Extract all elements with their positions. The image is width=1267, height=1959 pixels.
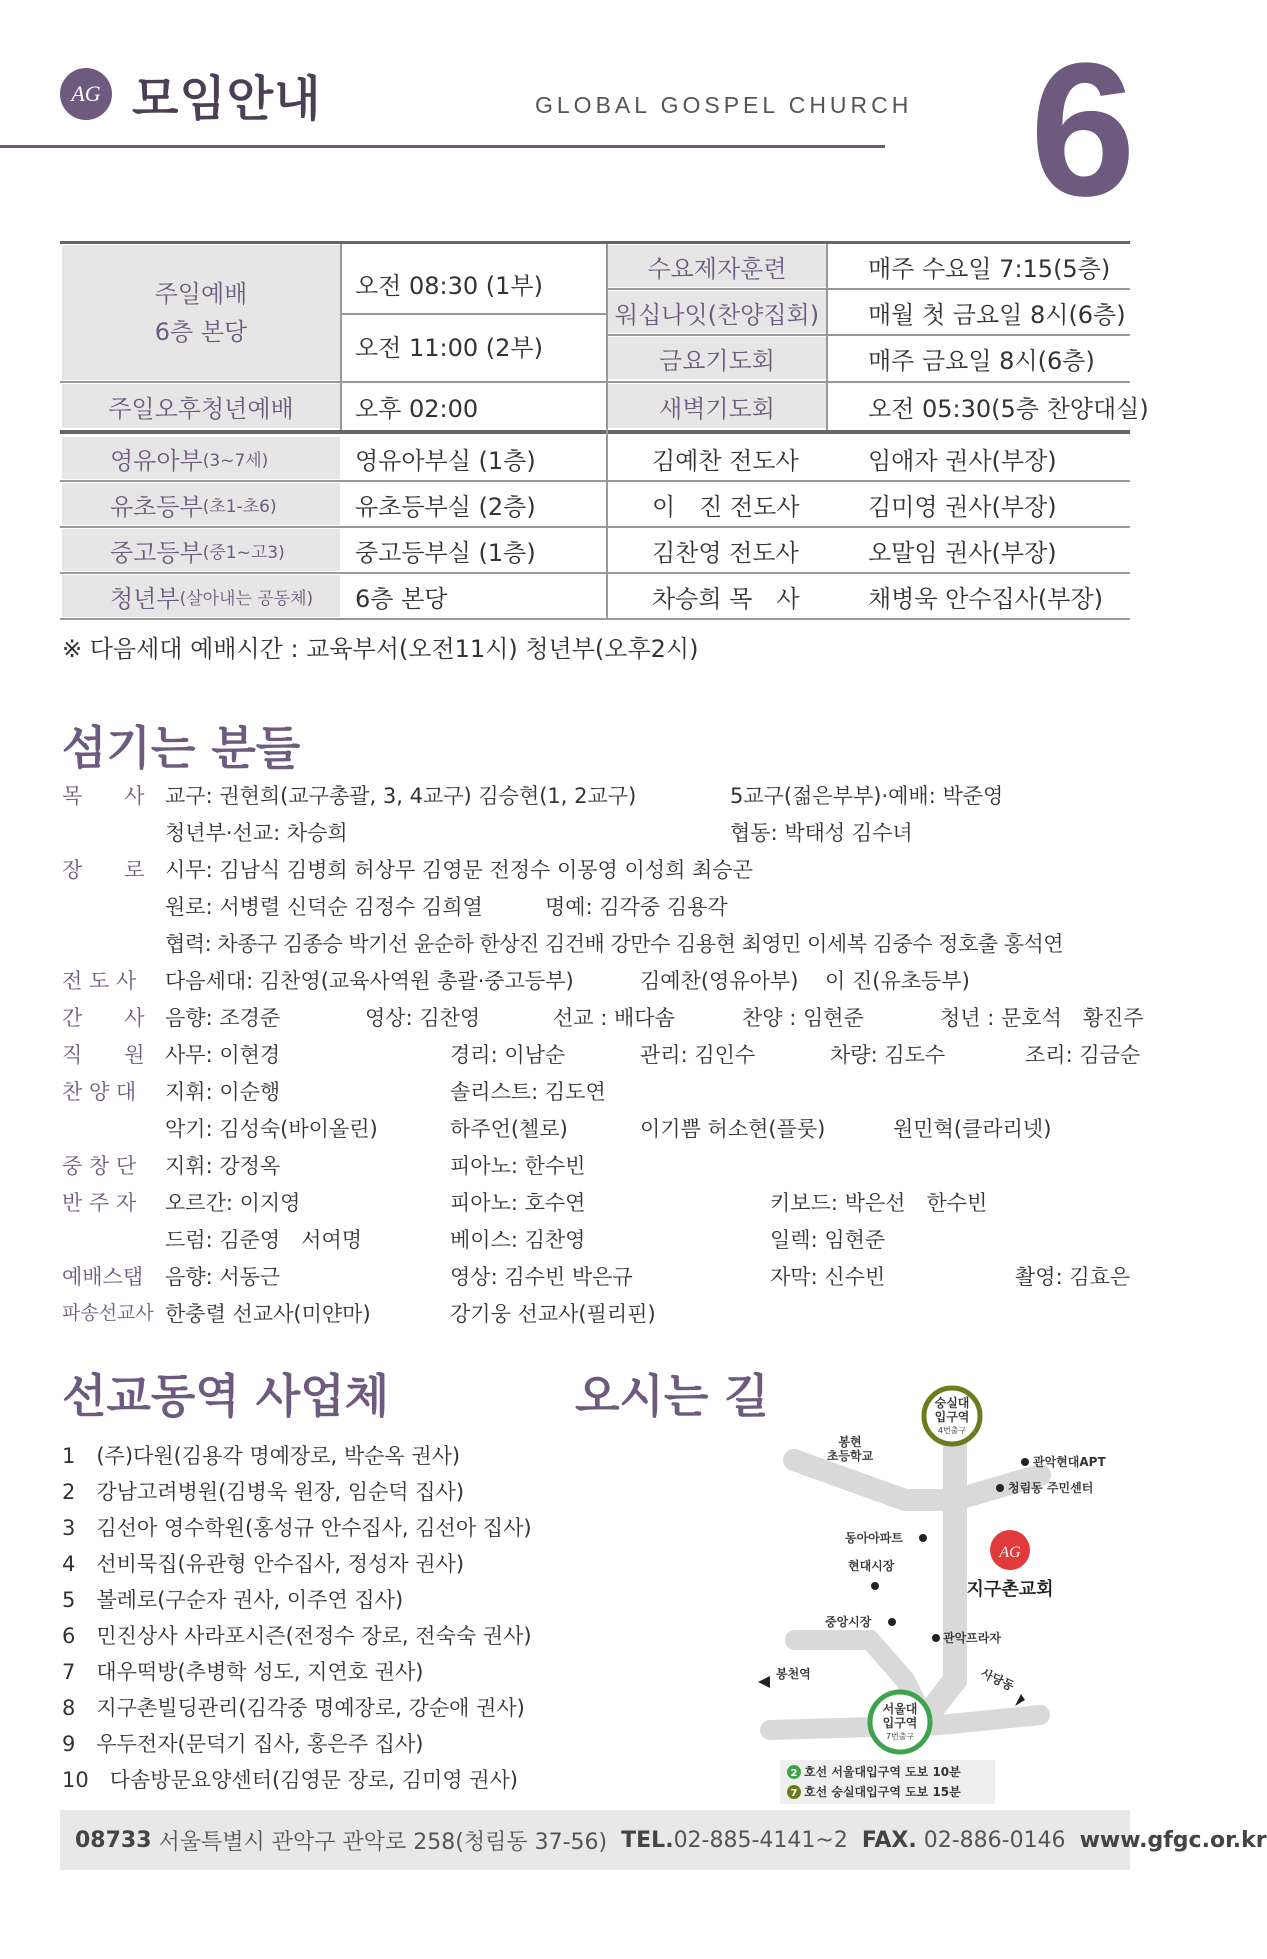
staff-entry: 청년부·선교: 차승희 <box>165 821 348 845</box>
business-item: 4 선비묵집(유관형 안수집사, 정성자 권사) <box>62 1552 465 1576</box>
map-label-plaza: 관악프라자 <box>943 1631 1001 1645</box>
road-main <box>920 1430 955 1725</box>
staff-entry: 촬영: 김효은 <box>1015 1265 1131 1289</box>
map-label-central-market: 중앙시장 <box>825 1615 872 1629</box>
footer <box>60 1810 1267 1870</box>
dept-name-0: 영유아부 (3~7세) <box>62 437 340 479</box>
staff-label: 중 창 단 <box>62 1154 137 1178</box>
staff-entry: 솔리스트: 김도연 <box>450 1080 606 1104</box>
map-dot <box>919 1534 927 1542</box>
schedule-note: ※ 다음세대 예배시간 : 교육부서(오전11시) 청년부(오후2시) <box>62 635 699 663</box>
footer-website[interactable]: www.gfgc.or.kr <box>1079 1827 1267 1853</box>
staff-entry: 경리: 이남순 <box>450 1043 566 1067</box>
table-divider <box>60 430 1130 434</box>
table-line <box>608 288 1130 290</box>
staff-entry: 차량: 김도수 <box>830 1043 946 1067</box>
staff-entry: 관리: 김인수 <box>640 1043 756 1067</box>
sunday-label: 주일예배 <box>154 279 248 308</box>
staff-label: 찬 양 대 <box>62 1080 137 1104</box>
youth-worship-label: 주일오후청년예배 <box>62 384 340 428</box>
table-vline <box>606 244 608 618</box>
business-item: 2 강남고려병원(김병욱 원장, 임순덕 집사) <box>62 1480 465 1504</box>
staff-entry: 한충렬 선교사(미얀마) <box>165 1302 371 1326</box>
staff-entry: 피아노: 호수연 <box>450 1191 586 1215</box>
table-line <box>60 381 1130 383</box>
staff-entry: 원로: 서병렬 신덕순 김정수 김희열 <box>165 895 483 919</box>
staff-entry: 악기: 김성숙(바이올린) <box>165 1117 378 1141</box>
dept-name-2: 중고등부 (중1~고3) <box>62 529 340 571</box>
staff-entry: 사무: 이현경 <box>165 1043 281 1067</box>
staff-entry: 하주언(첼로) <box>450 1117 568 1141</box>
map-dot <box>888 1618 896 1626</box>
footer-zip: 08733 <box>75 1827 152 1853</box>
header-rule <box>0 145 885 148</box>
business-item: 7 대우떡방(추병학 성도, 지연호 권사) <box>62 1660 424 1684</box>
directions-section-title: 오시는 길 <box>575 1369 769 1423</box>
svg-text:7: 7 <box>790 1788 798 1799</box>
right-value-3: 오전 05:30(5층 찬양대실) <box>868 394 1149 423</box>
right-label-1: 워십나잇(찬양집회) <box>608 291 826 333</box>
footer-tel-label: TEL. <box>621 1827 674 1853</box>
svg-text:AG: AG <box>999 1544 1021 1561</box>
map-label-hyundai-market: 현대시장 <box>848 1559 895 1573</box>
page-number: 6 <box>1030 24 1136 236</box>
line7-directions: 호선 숭실대입구역 도보 15분 <box>804 1785 961 1799</box>
right-label-0: 수요제자훈련 <box>608 245 826 287</box>
dept-room-3: 6층 본당 <box>355 584 448 613</box>
youth-worship-time: 오후 02:00 <box>355 394 479 423</box>
staff-entry: 강기웅 선교사(필리핀) <box>450 1302 656 1326</box>
svg-text:4번출구: 4번출구 <box>937 1426 967 1435</box>
staff-entry: 영상: 김수빈 박은규 <box>450 1265 633 1289</box>
svg-text:서울대: 서울대 <box>882 1702 918 1716</box>
dept-room-1: 유초등부실 (2층) <box>355 492 536 521</box>
dept-leader-1: 김미영 권사(부장) <box>868 492 1057 521</box>
map-dot <box>871 1582 879 1590</box>
dept-room-2: 중고등부실 (1층) <box>355 538 536 567</box>
dept-leader-2: 오말임 권사(부장) <box>868 538 1057 567</box>
map-label-bongcheon: 봉천역 <box>776 1667 811 1681</box>
staff-entry: 영상: 김찬영 <box>365 1006 481 1030</box>
svg-text:숭실대: 숭실대 <box>934 1396 970 1410</box>
staff-entry: 협력: 차종구 김종승 박기선 윤순하 한상진 김건배 강만수 김용현 최영민 이세복 김중수 정호출 홍석연 <box>165 932 1064 956</box>
dept-name-1: 유초등부 (초1-초6) <box>62 483 340 525</box>
table-line <box>60 480 1130 482</box>
staff-section-title: 섬기는 분들 <box>62 721 301 775</box>
dept-leader-0: 임애자 권사(부장) <box>868 446 1057 475</box>
map-dot <box>932 1634 940 1642</box>
sunday-time-2: 오전 11:00 (2부) <box>355 333 543 362</box>
dept-pastor-0: 김예찬 전도사 <box>652 446 799 475</box>
footer-tel: 02-885-4141~2 <box>673 1827 848 1853</box>
church-name-english: GLOBAL GOSPEL CHURCH <box>535 92 913 118</box>
staff-entry: 5교구(젊은부부)·예배: 박준영 <box>730 784 1004 808</box>
right-value-0: 매주 수요일 7:15(5층) <box>868 254 1111 283</box>
map-dot <box>996 1484 1004 1492</box>
station-top <box>924 1388 980 1444</box>
business-item: 6 민진상사 사라포시즌(전정수 장로, 전숙숙 권사) <box>62 1624 532 1648</box>
sunday-time-1: 오전 08:30 (1부) <box>355 271 543 300</box>
staff-entry: 원민혁(클라리넷) <box>893 1117 1052 1141</box>
right-value-1: 매월 첫 금요일 8시(6층) <box>868 300 1126 329</box>
map-label-apt: 관악현대APT <box>1033 1455 1106 1469</box>
dept-name-3: 청년부 (살아내는 공동체) <box>62 575 340 617</box>
sunday-place: 6층 본당 <box>154 317 248 346</box>
table-top-border <box>60 241 1130 244</box>
staff-entry: 오르간: 이지영 <box>165 1191 301 1215</box>
business-item: 3 김선아 영수학원(홍성규 안수집사, 김선아 집사) <box>62 1516 532 1540</box>
station-bottom <box>870 1692 930 1752</box>
staff-entry: 협동: 박태성 김수녀 <box>730 821 913 845</box>
business-item: 10 다솜방문요양센터(김영문 장로, 김미영 권사) <box>62 1768 518 1792</box>
staff-label: 장 로 <box>62 858 145 882</box>
arrow-left-icon <box>758 1676 770 1688</box>
map-label-school: 봉현 <box>838 1435 862 1449</box>
svg-text:입구역: 입구역 <box>934 1410 970 1424</box>
map-label-center: 청림동 주민센터 <box>1008 1481 1094 1495</box>
dept-room-0: 영유아부실 (1층) <box>355 446 536 475</box>
staff-label: 간 사 <box>62 1006 145 1030</box>
staff-entry: 조리: 김금순 <box>1025 1043 1141 1067</box>
staff-entry: 일렉: 임현준 <box>770 1228 886 1252</box>
business-item: 1 (주)다원(김용각 명예장로, 박순옥 권사) <box>62 1444 461 1468</box>
table-line <box>608 334 1130 336</box>
staff-label: 예배스탭 <box>62 1265 144 1289</box>
staff-entry: 선교 : 배다솜 <box>553 1006 675 1030</box>
staff-entry: 음향: 서동근 <box>165 1265 281 1289</box>
business-item: 9 우두전자(문덕기 집사, 홍은주 집사) <box>62 1732 424 1756</box>
table-vline <box>826 244 828 430</box>
business-item: 5 볼레로(구순자 권사, 이주연 집사) <box>62 1588 404 1612</box>
staff-entry: 자막: 신수빈 <box>770 1265 886 1289</box>
right-value-2: 매주 금요일 8시(6층) <box>868 346 1095 375</box>
arrow-right-icon <box>1015 1694 1025 1706</box>
staff-entry: 김예찬(영유아부) <box>640 969 799 993</box>
dept-pastor-1: 이 진 전도사 <box>652 492 800 521</box>
footer-fax: 02-886-0146 <box>923 1827 1066 1853</box>
staff-entry: 명예: 김각중 김용각 <box>545 895 728 919</box>
table-line <box>340 313 608 315</box>
page-title: 모임안내 <box>132 71 322 127</box>
footer-fax-label: FAX. <box>861 1827 917 1853</box>
staff-label: 직 원 <box>62 1043 145 1067</box>
dept-leader-3: 채병욱 안수집사(부장) <box>868 584 1104 613</box>
svg-text:7번출구: 7번출구 <box>885 1732 915 1741</box>
staff-entry: 다음세대: 김찬영(교육사역원 총괄·중고등부) <box>165 969 574 993</box>
staff-label: 반 주 자 <box>62 1191 137 1215</box>
map-label-sadang: 사당동 <box>978 1666 1017 1694</box>
table-line <box>60 618 1130 620</box>
right-label-2: 금요기도회 <box>608 337 826 379</box>
church-logo: AG <box>60 68 112 120</box>
staff-entry: 키보드: 박은선 한수빈 <box>770 1191 988 1215</box>
staff-entry: 시무: 김남식 김병희 허상무 김영문 전정수 이몽영 이성희 최승곤 <box>165 858 753 882</box>
line2-directions: 호선 서울대입구역 도보 10분 <box>804 1765 961 1779</box>
road <box>794 1460 1040 1500</box>
church-map-name: 지구촌교회 <box>966 1579 1054 1600</box>
svg-text:입구역: 입구역 <box>882 1716 918 1730</box>
right-label-3: 새벽기도회 <box>608 384 826 428</box>
map-label-dongah: 동아아파트 <box>845 1531 903 1545</box>
staff-label: 파송선교사 <box>62 1302 154 1324</box>
map-label-school: 초등학교 <box>826 1449 874 1463</box>
staff-entry: 교구: 권현희(교구총괄, 3, 4교구) 김승현(1, 2교구) <box>165 784 637 808</box>
business-item: 8 지구촌빌딩관리(김각중 명예장로, 강순애 권사) <box>62 1696 525 1720</box>
table-line <box>60 526 1130 528</box>
table-line <box>60 572 1130 574</box>
staff-entry: 지휘: 강정옥 <box>165 1154 281 1178</box>
svg-text:2: 2 <box>790 1768 798 1779</box>
dept-pastor-3: 차승희 목 사 <box>652 584 800 613</box>
dept-pastor-2: 김찬영 전도사 <box>652 538 799 567</box>
directions-map <box>740 1380 1140 1800</box>
staff-entry: 드럼: 김준영 서여명 <box>165 1228 363 1252</box>
staff-entry: 찬양 : 임현준 <box>742 1006 864 1030</box>
staff-label: 목 사 <box>62 784 145 808</box>
staff-entry: 청년 : 문호석 황진주 <box>940 1006 1144 1030</box>
staff-label: 전 도 사 <box>62 969 137 993</box>
staff-entry: 지휘: 이순행 <box>165 1080 281 1104</box>
staff-entry: 음향: 조경준 <box>165 1006 281 1030</box>
staff-entry: 베이스: 김찬영 <box>450 1228 586 1252</box>
staff-entry: 피아노: 한수빈 <box>450 1154 586 1178</box>
sunday-worship-label <box>62 245 340 380</box>
footer-address: 서울특별시 관악구 관악로 258(청림동 37-56) <box>158 1829 608 1855</box>
business-section-title: 선교동역 사업체 <box>62 1369 390 1423</box>
staff-entry: 이기쁨 허소현(플룻) <box>640 1117 826 1141</box>
map-dot <box>1021 1458 1029 1466</box>
table-vline <box>340 244 342 430</box>
staff-entry: 이 진(유초등부) <box>825 969 970 993</box>
